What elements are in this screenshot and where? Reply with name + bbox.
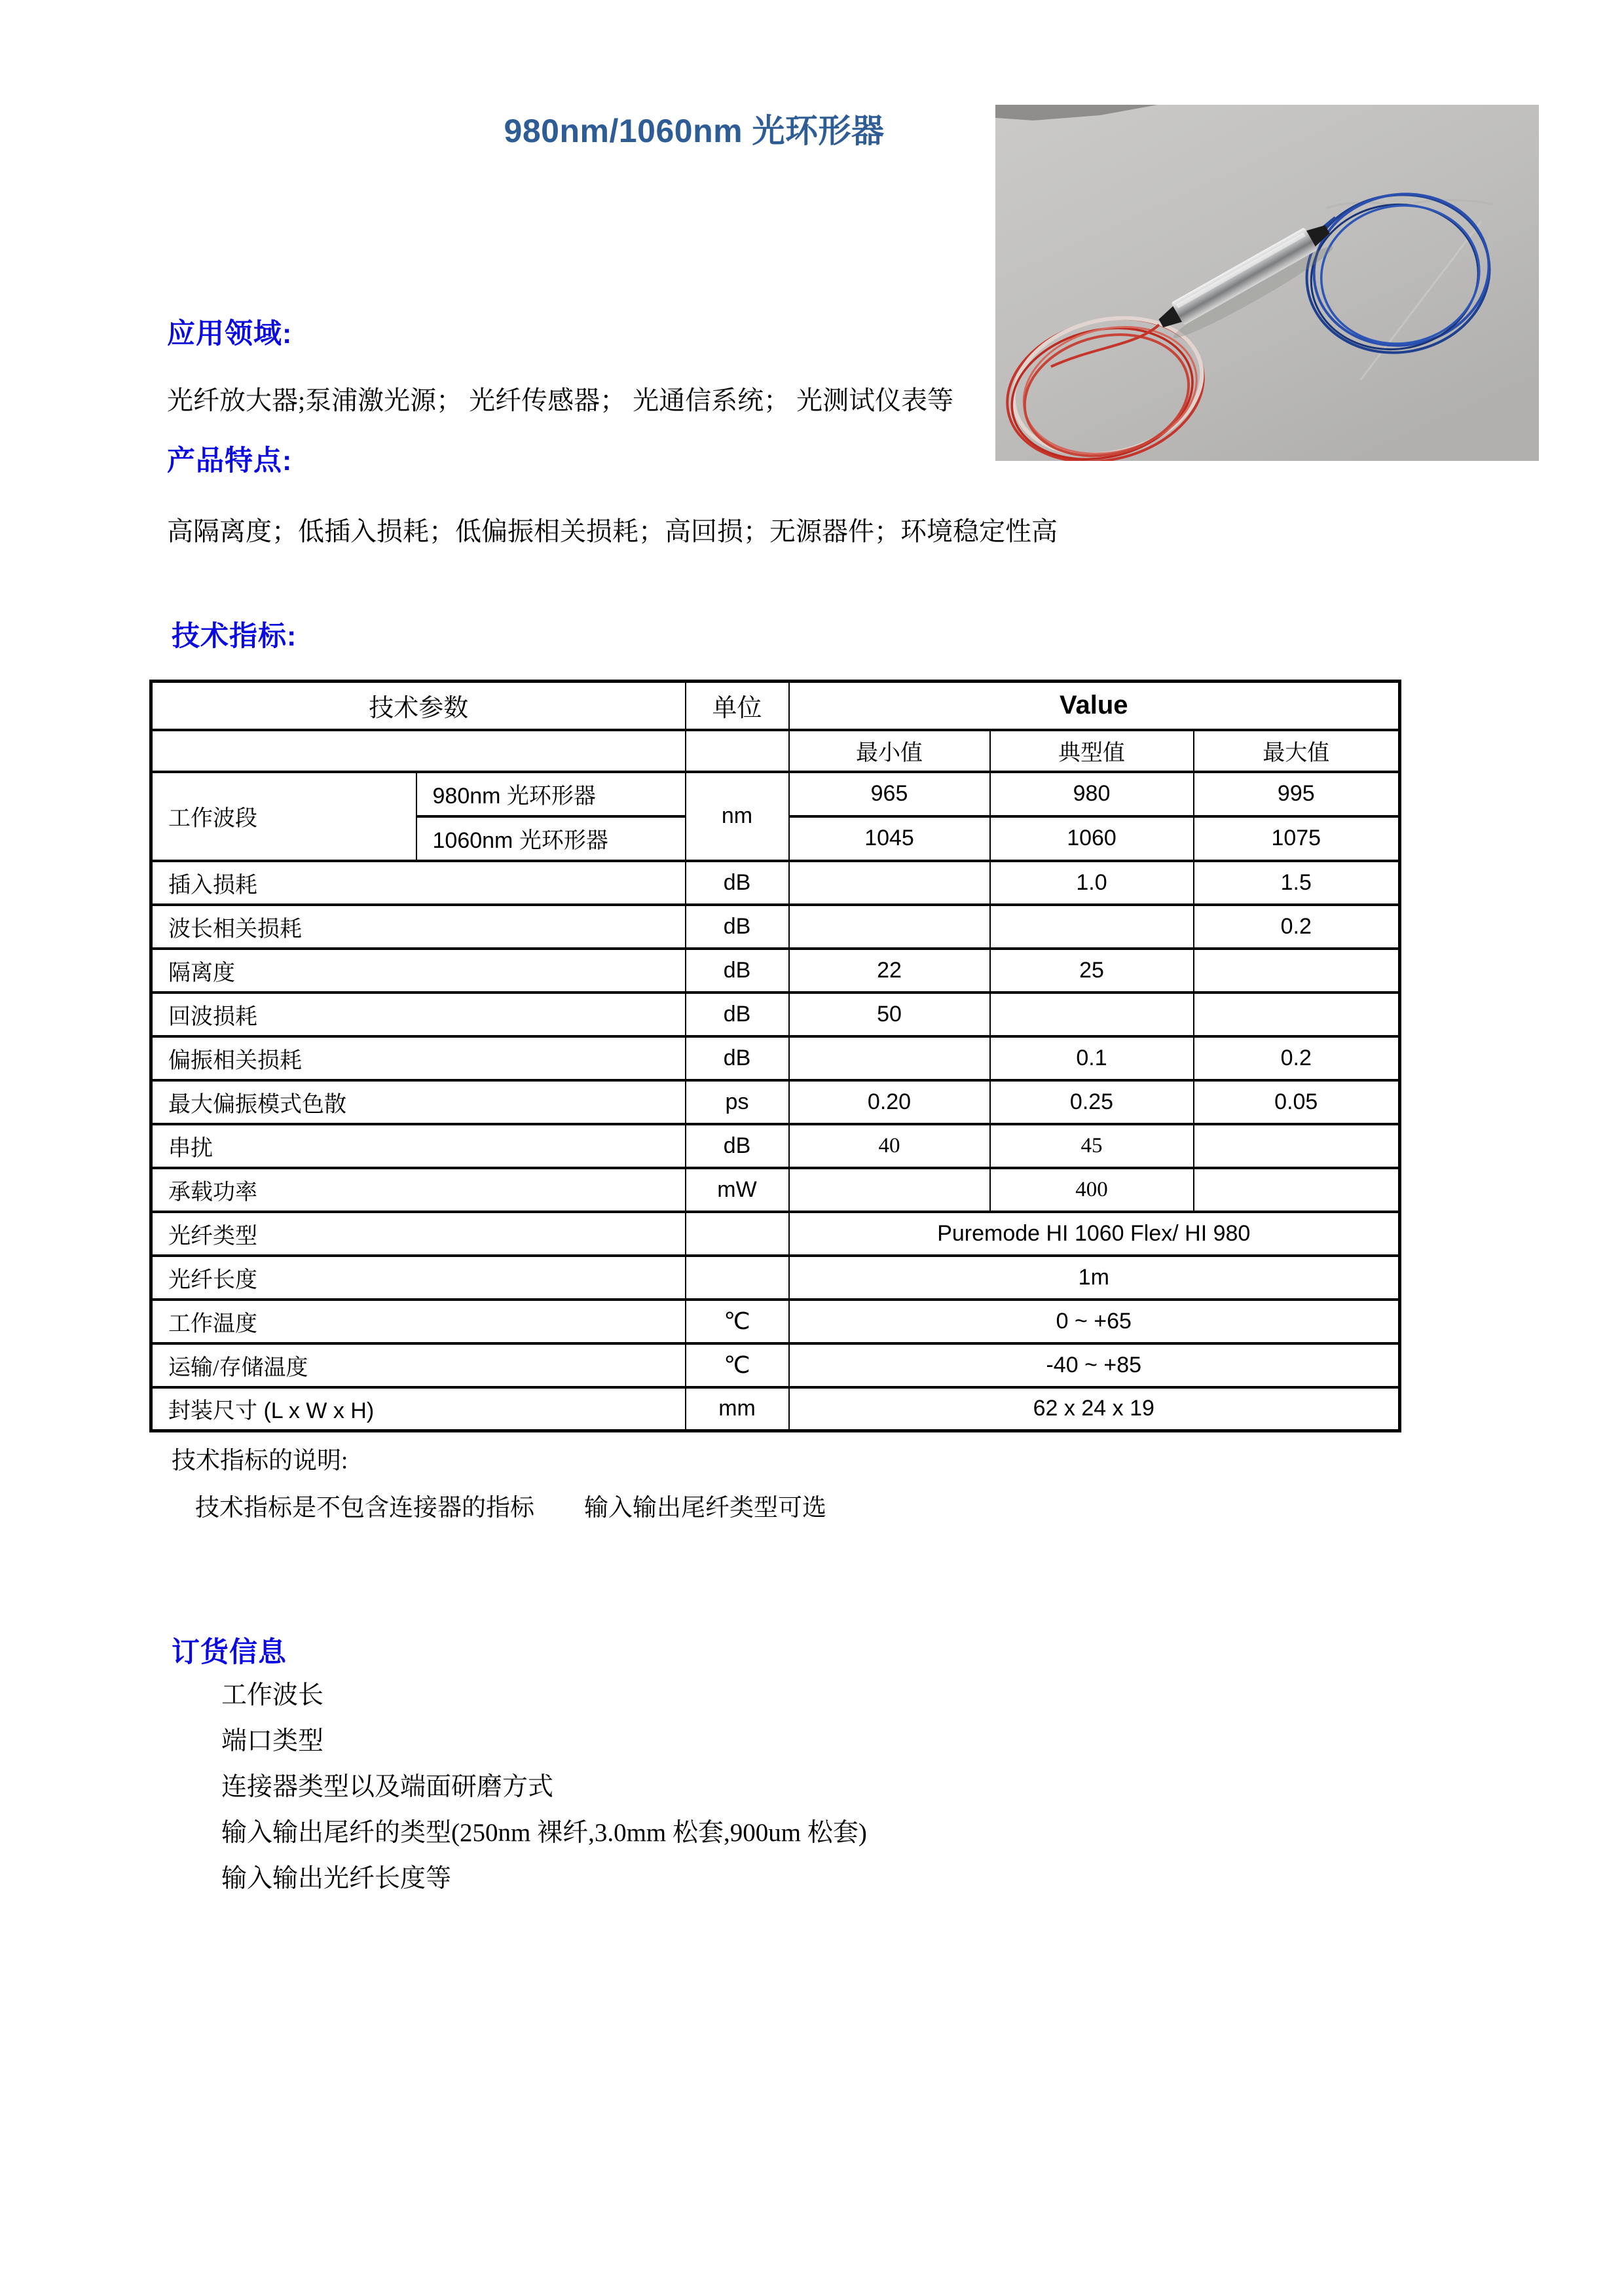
param-label: 最大偏振模式色散 <box>151 1080 686 1124</box>
param-label: 回波损耗 <box>151 993 686 1036</box>
section-heading-ordering: 订货信息 <box>172 1637 287 1668</box>
max-cell: 0.2 <box>1194 1036 1400 1080</box>
min-cell: 1045 <box>789 816 990 861</box>
table-row-power-handling <box>151 1168 1400 1212</box>
param-label: 承载功率 <box>151 1168 686 1212</box>
table-row-storage-temp <box>151 1343 1400 1387</box>
table-row-crosstalk <box>151 1124 1400 1168</box>
param-label: 封装尺寸 (L x W x H) <box>151 1387 686 1431</box>
section-heading-applications: 应用领域: <box>167 318 293 350</box>
min-cell: 40 <box>789 1124 990 1168</box>
max-cell: 995 <box>1194 772 1400 816</box>
param-label: 运输/存储温度 <box>151 1343 686 1387</box>
spec-note-2: 输入输出尾纤类型可选 <box>584 1495 826 1522</box>
param-label: 工作温度 <box>151 1300 686 1343</box>
table-header-row <box>151 682 1400 730</box>
table-row-pmd <box>151 1080 1400 1124</box>
spec-notes-line <box>195 1487 826 1523</box>
param-label: 偏振相关损耗 <box>151 1036 686 1080</box>
table-row-insertion-loss <box>151 861 1400 905</box>
value-cell: 62 x 24 x 19 <box>789 1387 1400 1431</box>
spec-table <box>149 680 1401 1432</box>
ordering-item-pigtail-type: 输入输出尾纤的类型(250nm 裸纤,3.0mm 松套,900um 松套) <box>221 1819 867 1847</box>
typ-cell: 0.1 <box>990 1036 1194 1080</box>
unit-cell: dB <box>686 905 789 949</box>
subheader-typ: 典型值 <box>990 730 1194 772</box>
section-heading-features: 产品特点: <box>167 445 293 477</box>
param-label: 插入损耗 <box>151 861 686 905</box>
max-cell: 0.2 <box>1194 905 1400 949</box>
unit-cell: dB <box>686 1036 789 1080</box>
unit-cell: mW <box>686 1168 789 1212</box>
table-row-fiber-length <box>151 1256 1400 1300</box>
table-subheader-row <box>151 730 1400 772</box>
table-row-fiber-type <box>151 1212 1400 1256</box>
table-row-package-size <box>151 1387 1400 1431</box>
col-header-value: Value <box>789 682 1400 730</box>
max-cell: 1075 <box>1194 816 1400 861</box>
unit-cell: dB <box>686 993 789 1036</box>
min-cell: 50 <box>789 993 990 1036</box>
unit-cell: ℃ <box>686 1300 789 1343</box>
typ-cell <box>990 993 1194 1036</box>
param-label: 光纤长度 <box>151 1256 686 1300</box>
col-header-param: 技术参数 <box>151 682 686 730</box>
features-text: 高隔离度；低插入损耗；低偏振相关损耗；高回损；无源器件；环境稳定性高 <box>167 517 1058 546</box>
min-cell: 0.20 <box>789 1080 990 1124</box>
applications-text: 光纤放大器;泵浦激光源； 光纤传感器； 光通信系统； 光测试仪表等 <box>167 386 954 415</box>
spec-notes-title: 技术指标的说明: <box>172 1448 348 1474</box>
value-cell: -40 ~ +85 <box>789 1343 1400 1387</box>
max-cell <box>1194 1168 1400 1212</box>
min-cell: 965 <box>789 772 990 816</box>
value-cell: 1m <box>789 1256 1400 1300</box>
ordering-item-wavelength: 工作波长 <box>221 1681 324 1709</box>
param-sublabel: 980nm 光环形器 <box>416 772 686 816</box>
typ-cell: 980 <box>990 772 1194 816</box>
param-sublabel: 1060nm 光环形器 <box>416 816 686 861</box>
table-row-return-loss <box>151 993 1400 1036</box>
min-cell <box>789 905 990 949</box>
typ-cell: 400 <box>990 1168 1194 1212</box>
max-cell: 0.05 <box>1194 1080 1400 1124</box>
col-header-unit: 单位 <box>686 682 789 730</box>
param-label: 波长相关损耗 <box>151 905 686 949</box>
param-label: 串扰 <box>151 1124 686 1168</box>
max-cell <box>1194 1124 1400 1168</box>
unit-cell <box>686 1212 789 1256</box>
max-cell <box>1194 993 1400 1036</box>
table-row-isolation <box>151 949 1400 993</box>
typ-cell: 0.25 <box>990 1080 1194 1124</box>
product-photo-graphic <box>995 105 1539 461</box>
typ-cell <box>990 905 1194 949</box>
max-cell <box>1194 949 1400 993</box>
param-label: 光纤类型 <box>151 1212 686 1256</box>
value-cell: Puremode HI 1060 Flex/ HI 980 <box>789 1212 1400 1256</box>
page-title: 980nm/1060nm 光环形器 <box>504 113 885 149</box>
unit-cell: nm <box>686 772 789 861</box>
min-cell <box>789 861 990 905</box>
subheader-max: 最大值 <box>1194 730 1400 772</box>
empty-cell <box>686 730 789 772</box>
typ-cell: 1060 <box>990 816 1194 861</box>
unit-cell: mm <box>686 1387 789 1431</box>
subheader-min: 最小值 <box>789 730 990 772</box>
unit-cell: dB <box>686 949 789 993</box>
ordering-list <box>221 1675 867 1904</box>
param-label: 工作波段 <box>151 772 416 861</box>
unit-cell <box>686 1256 789 1300</box>
unit-cell: dB <box>686 1124 789 1168</box>
table-row-pdl <box>151 1036 1400 1080</box>
value-cell: 0 ~ +65 <box>789 1300 1400 1343</box>
typ-cell: 1.0 <box>990 861 1194 905</box>
min-cell <box>789 1168 990 1212</box>
spec-note-1: 技术指标是不包含连接器的指标 <box>195 1495 534 1522</box>
ordering-item-fiber-length: 输入输出光纤长度等 <box>221 1865 452 1893</box>
product-photo <box>995 105 1539 461</box>
min-cell: 22 <box>789 949 990 993</box>
table-row-operating-temp <box>151 1300 1400 1343</box>
table-row-wdl <box>151 905 1400 949</box>
ordering-item-port-type: 端口类型 <box>221 1727 324 1755</box>
unit-cell: ℃ <box>686 1343 789 1387</box>
ordering-item-connector-type: 连接器类型以及端面研磨方式 <box>221 1773 554 1801</box>
section-heading-specs: 技术指标: <box>172 621 297 652</box>
empty-cell <box>151 730 686 772</box>
table-row-wavelength-980 <box>151 772 1400 816</box>
unit-cell: dB <box>686 861 789 905</box>
typ-cell: 45 <box>990 1124 1194 1168</box>
min-cell <box>789 1036 990 1080</box>
param-label: 隔离度 <box>151 949 686 993</box>
unit-cell: ps <box>686 1080 789 1124</box>
typ-cell: 25 <box>990 949 1194 993</box>
max-cell: 1.5 <box>1194 861 1400 905</box>
